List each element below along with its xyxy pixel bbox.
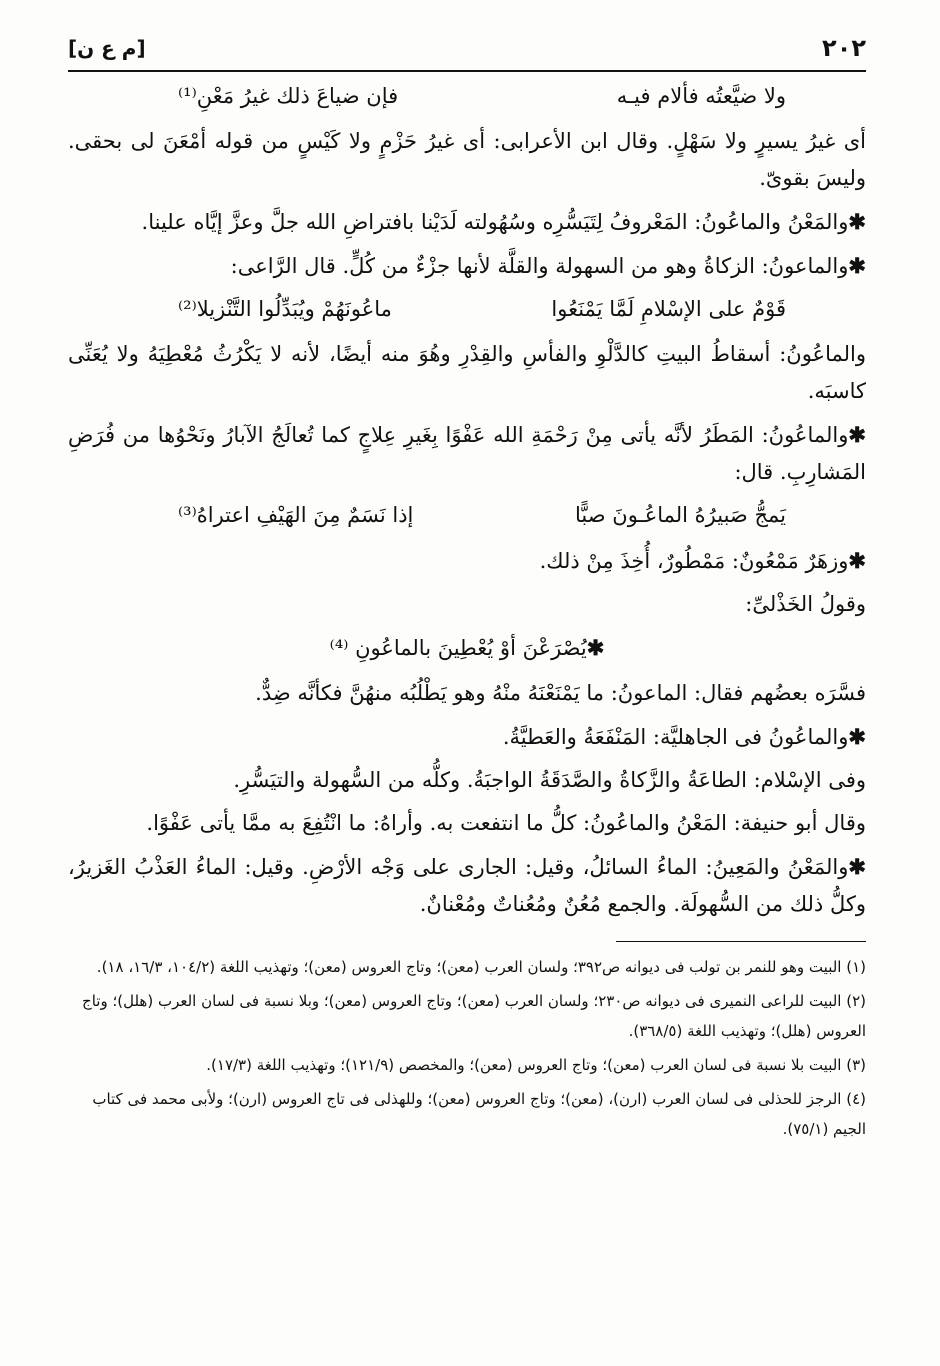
entry-paragraph: ✱ والمَعْنُ والماعُونُ: المَعْروفُ لِتَيَسُّرِه وسُهُولته لَدَيْنا بافتراضِ الله جلَّ وعزَّ إيَّاه علينا. [68,203,866,241]
footnote-separator [616,941,866,942]
verse [68,291,866,328]
verse-hemistich: إذا نَسَمٌ مِنَ الهَيْفِ اعتراهُ⁽³⁾ [178,503,414,527]
paragraph: وقولُ الخَذْلىِّ: [745,592,866,616]
root-tag: [م ع ن] [68,36,146,60]
verse-hemistich: ولا ضيَّعتُه فألام فيـه [616,84,786,108]
verse-hemistich: يَمجُّ صَبيرُهُ الماعُـونَ صبًّا [575,503,786,527]
verse [68,497,866,534]
entry-paragraph: ✱ والماعونُ: الزكاةُ وهو من السهولة والقلَّة لأنها جزْءٌ من كُلٍّ. قال الرَّاعى: [68,247,866,285]
rajaz-verse: ✱ يُصْرَعْنَ أوْ يُعْطِينَ بالماعُونِ ⁽⁴⁾ [68,629,866,667]
page-header [68,30,866,72]
entry-paragraph: ✱ والمَعْنُ والمَعِينُ: الماءُ السائلُ، وقيل: الجارى على وَجْه الأرْضِ. وقيل: الماءُ العَذْبُ الغَزيرُ، وكلُّ ذلك من السُّهولَة. والجمع مُعُنٌ ومُعُناتٌ ومُعْنانٌ. [68,848,866,923]
verse-hemistich: فإن ضياعَ ذلك غيرُ مَعْنِ⁽¹⁾ [178,84,399,108]
entry-paragraph: ✱ والماعُونُ: المَطَرُ لأنَّه يأتى مِنْ رَحْمَةِ الله عَفْوًا بِغَيرِ عِلاجٍ كما تُعالَجُ الآبارُ ونَحْوُها من فُرَضِ المَشارِبِ. قال: [68,416,866,491]
verse [68,78,866,115]
entry-paragraph: ✱ والماعُونُ فى الجاهليَّة: المَنْفَعَةُ والعَطيَّةُ. [68,718,866,756]
footnotes [68,952,866,1144]
footnote: (٤) الرجز للحذلى فى لسان العرب (ارن)، (معن)؛ وتاج العروس (معن)؛ وللهذلى فى تاج العروس (ارن)؛ ولأبى محمد فى كتاب الجيم (٧٥/١). [92,1090,866,1138]
paragraph: والماعُونُ: أسقاطُ البيتِ كالدَّلْوِ والفأسِ والقِدْرِ وهُوَ منه أيضًا، لأنه لا يَكْرُثُ مُعْطِيَهُ ولا يُعَنِّى كاسبَه. [68,342,866,403]
paragraph: أى غيرُ يسيرٍ ولا سَهْلٍ. وقال ابن الأعرابى: أى غيرُ حَزْمٍ ولا كَيْسٍ من قوله أمْعَنَ لى بحقى. وليسَ بقوىّ. [68,129,866,190]
paragraph: فسَّرَه بعضُهم فقال: الماعونُ: ما يَمْنَعْنَهُ منْهُ وهو يَطْلُبُه منهُنَّ فكأنَّه ضِدٌّ. [255,681,866,705]
footnote: (٢) البيت للراعى النميرى فى ديوانه ص٢٣٠؛ ولسان العرب (معن)؛ وتاج العروس (معن)؛ وبلا نسبة فى لسان العرب (هلل)؛ وتاج العروس (هلل)؛ وتهذيب اللغة (٣٦٨/٥). [82,992,866,1040]
footnote: (٣) البيت بلا نسبة فى لسان العرب (معن)؛ وتاج العروس (معن)؛ والمخصص (١٢١/٩)؛ وتهذيب اللغة (١٧/٣). [206,1056,866,1074]
verse-hemistich: قَوْمٌ على الإسْلامِ لَمَّا يَمْنَعُوا [551,297,786,321]
main-text [68,78,866,923]
page-number: ٢٠٢ [822,34,866,62]
footnote: (١) البيت وهو للنمر بن تولب فى ديوانه ص٣٩٢؛ ولسان العرب (معن)؛ وتاج العروس (معن)؛ وتهذيب اللغة (١٠٤/٢، ١٦/٣، ١٨). [96,958,866,976]
document-page [68,30,866,1330]
paragraph: وقال أبو حنيفة: المَعْنُ والماعُونُ: كلُّ ما انتفعت به. وأراهُ: ما انْتُفِعَ به ممَّا يأتى عَفْوًا. [146,811,866,835]
verse-hemistich: ماعُونَهُمْ ويُبَدِّلُوا التَّنْزيلا⁽²⁾ [178,297,392,321]
entry-paragraph: ✱ وزهَرٌ مَمْعُونٌ: مَمْطُورٌ، أُخِذَ مِنْ ذلك. [68,542,866,580]
paragraph: وفى الإسْلام: الطاعَةُ والزَّكاةُ والصَّدَقَةُ الواجبَةُ. وكلُّه من السُّهولة والتيَسُّرِ. [233,768,866,792]
